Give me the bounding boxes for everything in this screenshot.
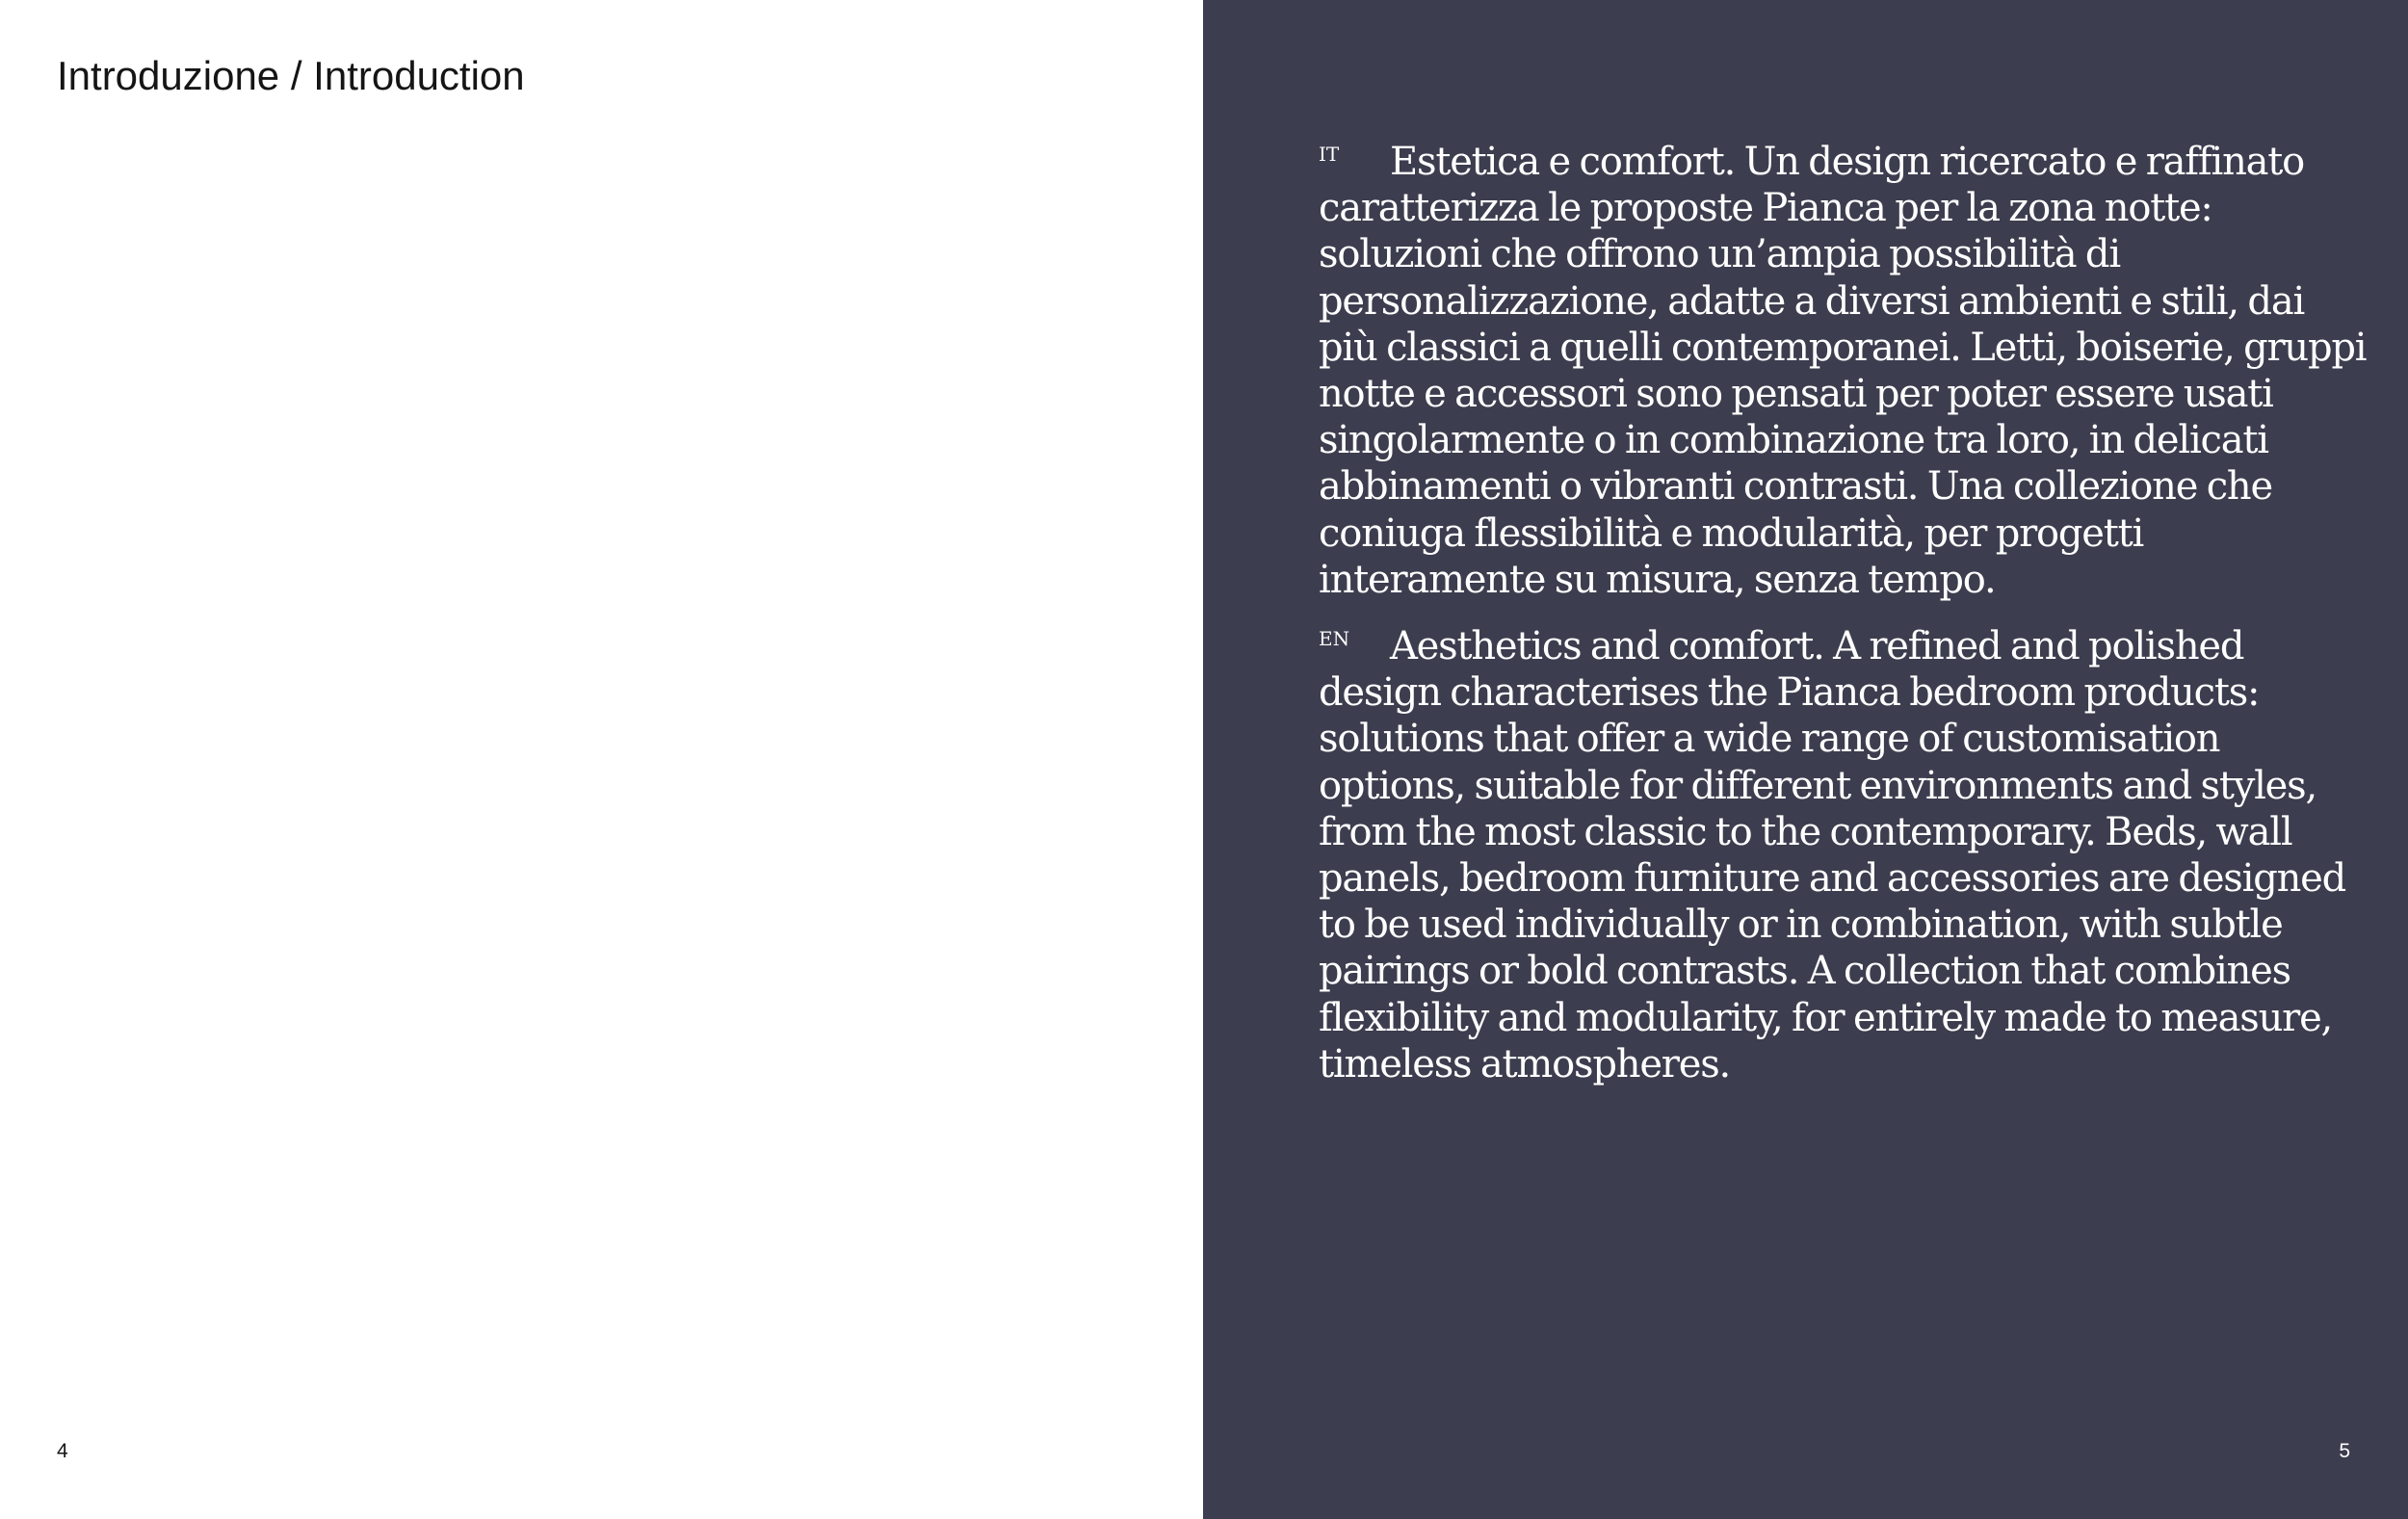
intro-text-block <box>1319 139 2369 1087</box>
left-page <box>0 0 1203 1519</box>
intro-paragraph-english <box>1319 623 2369 1087</box>
language-tag-it: IT <box>1319 143 1340 166</box>
language-tag-en: EN <box>1319 627 1350 651</box>
section-title: Introduzione / Introduction <box>57 53 525 98</box>
page-number-right: 5 <box>2339 1440 2350 1462</box>
intro-paragraph-italian <box>1319 139 2369 603</box>
page-number-left: 4 <box>57 1440 68 1462</box>
right-page <box>1203 0 2408 1519</box>
intro-text-english: Aesthetics and comfort. A refined and polished design characterises the Pianca bedroom products: solutions that offer a wide range of customisation options, suitable for different environments and styles, from the most classic to the contemporary. Beds, wall panels, bedroom furniture and accessories are designed to be used individually or in combination, with subtle pairings or bold contrasts. A collection that combines flexibility and modularity, for entirely made to measure, timeless atmospheres. <box>1319 624 2346 1087</box>
intro-text-italian: Estetica e comfort. Un design ricercato e raffinato caratterizza le proposte Pianca per la zona notte: soluzioni che offrono un’ampia possibilità di personalizzazione, adatte a diversi ambienti e stili, dai più classici a quelli contemporanei. Letti, boiserie, gruppi notte e accessori sono pensati per poter essere usati singolarmente o in combinazione tra loro, in delicati abbinamenti o vibranti contrasti. Una collezione che coniuga flessibilità e modularità, per progetti interamente su misura, senza tempo. <box>1319 140 2367 602</box>
